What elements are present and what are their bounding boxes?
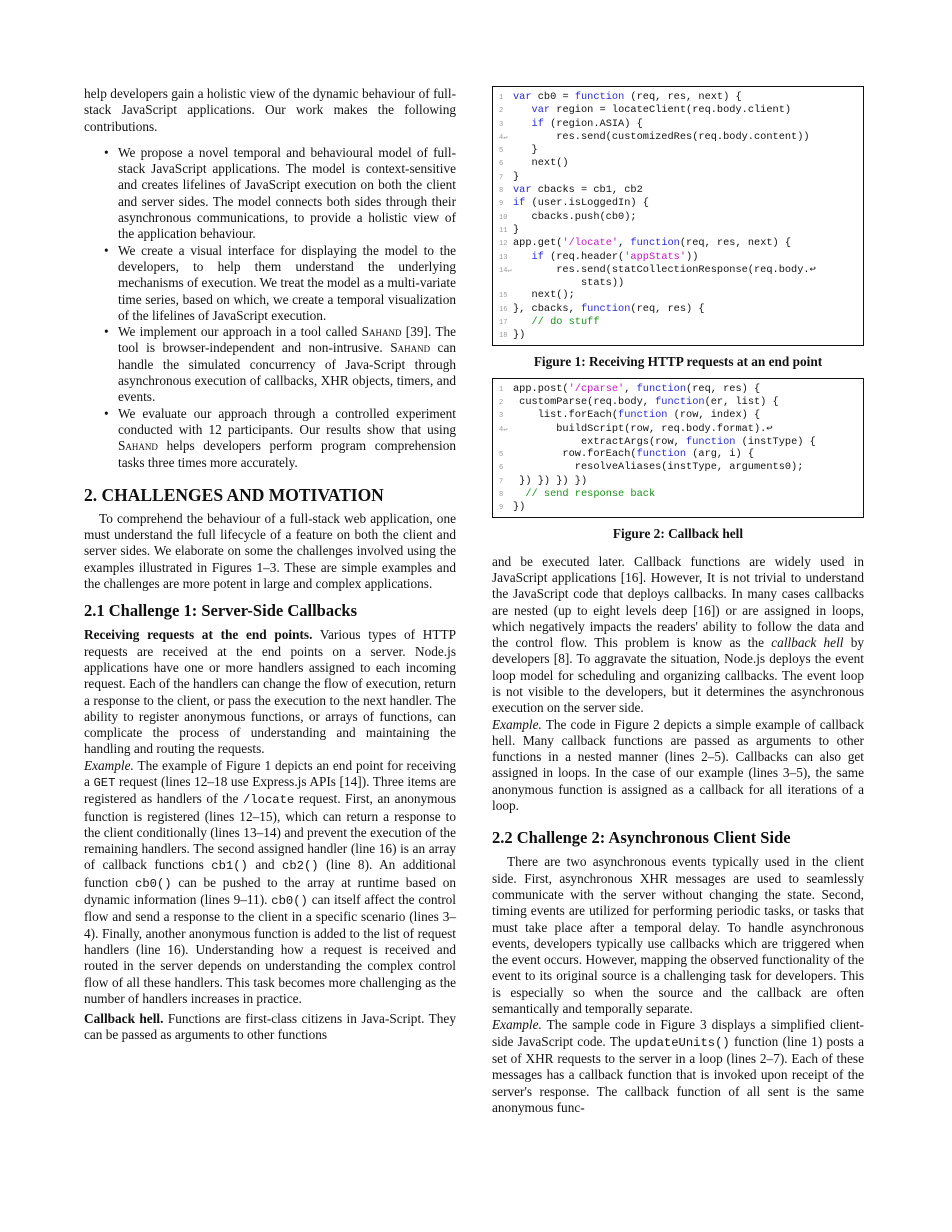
code-line: } [513,170,520,183]
line-number: 14↵ [499,266,512,275]
code-line: customParse(req.body, function(er, list) { [513,395,779,408]
tool-name: Sahand [361,324,402,340]
code-line: var cb0 = function (req, res, next) { [513,91,742,103]
code-line: next() [513,157,569,170]
line-number: 7 [499,477,504,486]
line-number: 4↵ [499,133,508,142]
code-line: }, cbacks, function(req, res) { [513,302,705,315]
code-line: res.send(customizedRes(req.body.content)) [513,130,810,143]
line-number: 3 [499,120,504,129]
line-number: 18 [499,332,508,341]
section-2-title: 2. CHALLENGES AND MOTIVATION [84,484,384,505]
line-number: 9 [499,504,504,513]
line-number: 15 [499,292,508,301]
line-number: 6 [499,160,504,169]
code-line: row.forEach(function (arg, i) { [513,448,755,461]
code-line: buildScript(row, req.body.format).↩ [513,422,773,435]
line-number: 5 [499,147,504,156]
code-line: var region = locateClient(req.body.client) [531,104,792,117]
line-number: 10 [499,213,508,222]
code-line: }) [513,501,526,514]
code-line: if (region.ASIA) { [531,117,643,130]
left-column [84,86,456,1044]
paragraph-heading: Receiving requests at the end points. [84,627,313,643]
tool-name: Sahand [390,340,431,356]
code-line: cbacks.push(cb0); [513,210,637,223]
example-3-paragraph: Example. The sample code in Figure 3 displays a simplified client-side JavaScript code. The updateUnits() function (line 1) posts a set of XHR requests to the server in a loop (lines 2–7). Each of these messages has a callback function that is invoked upon receipt of the server's response. The callback function of all sent is the same anonymous func- [492,1017,864,1115]
list-item: • We propose a novel temporal and behavioural model of full-stack JavaScript applications. The model is context-sensitive and creates lifelines of JavaScript execution on both the client and server sides. The model connects both sides through their asynchronous communications, to provide a holistic view of the application behaviour. [118,145,456,243]
line-number: 12 [499,240,508,249]
code-line: app.post('/cparse', function(req, res) { [513,382,761,395]
line-number: 1 [499,94,504,102]
line-number: 6 [499,464,504,473]
code-line: }) }) }) }) [513,474,588,487]
code-line: } [513,223,520,236]
section-2-2-paragraph: There are two asynchronous events typically used in the client side. First, asynchronous XHR messages are used to seamlessly communicate with the server without changing the state. Second, timing events are utilized for performing periodic tasks, or tasks that must take place after a temporal delay. To handle asynchronous events, developers typically use callbacks which are triggered when the event occurs. However, mapping the observed functionality of the event to its original source is a challenging task for developers. This is especially so when the source and the callback are often semantically and temporally separate. [492,854,864,1017]
line-number: 4↵ [499,425,508,434]
paragraph-heading: Callback hell. [84,1011,164,1027]
section-2-1-title: 2.1 Challenge 1: Server-Side Callbacks [84,601,357,621]
code-line: }) [513,329,526,342]
callback-paragraph: and be executed later. Callback functions are widely used in JavaScript applications [16]. However, It is not trivial to understand the JavaScript code that deploys callbacks. In many cases callbacks are nested (up to eight levels deep [16]) or are assigned in loops, which negatively impacts the readers' ability to follow the data and the control flow. This problem is know as the callback hell by developers [8]. To aggravate the situation, Node.js deploys the event loop model for scheduling and organizing callbacks. The event loop is not visible to the developers, but it determines the asynchronous execution on the server side. [492,553,865,716]
line-number: 2 [499,107,504,116]
code-listing [499,383,857,515]
line-number: 5 [499,451,504,460]
intro-paragraph: help developers gain a holistic view of the dynamic behaviour of full-stack JavaScript applications. Our work makes the following contributions. [84,86,456,134]
code-line: var cbacks = cb1, cb2 [513,184,643,197]
callback-hell-paragraph: Callback hell. Functions are first-class citizens in Java-Script. They can be passed as arguments to other functions [84,1011,456,1043]
example-label: Example. [492,716,542,732]
code-line: // send response back [525,488,656,501]
line-number: 17 [499,319,508,328]
section-2-2-title: 2.2 Challenge 2: Asynchronous Client Side [492,828,791,848]
code-line: res.send(statCollectionResponse(req.body.↩ [513,263,816,276]
code-listing [499,91,857,343]
example-2-paragraph: Example. The code in Figure 2 depicts a simple example of callback hell. Many callback functions are passed as arguments to other functions in a nested manner (lines 2–5). Callbacks can also get assigned in loops. In the case of our example (lines 3–5), the same anonymous function is assigned as a callback for all iterations of a loop. [492,716,864,814]
line-number: 1 [499,385,504,394]
code-line: extractArgs(row, function (instType) { [513,435,816,448]
code-line: next(); [513,289,575,302]
line-number: 8 [499,187,504,196]
line-number: 16 [499,305,508,314]
code-line: } [513,144,538,157]
line-number: 2 [499,398,504,407]
section-2-paragraph: To comprehend the behaviour of a full-stack web application, one must understand the full lifecycle of a feature on both the client and server sides. We elaborate on some the challenges involved using the examples illustrated in Figures 1–3. These are simple examples and the challenges are more potent in large and complex applications. [84,510,456,592]
tool-name: Sahand [118,438,158,454]
code-line: // do stuff [531,316,600,329]
list-item: • We evaluate our approach through a controlled experiment conducted with 12 participants. Our results show that using Sahand helps developers perform program comprehension tasks three times more accurately. [118,406,456,471]
code-line: if (user.isLoggedIn) { [513,197,649,210]
receiving-paragraph: Receiving requests at the end points. Various types of HTTP requests are received at the end points on a server. Node.js applications have one or more handlers assigned to each incoming request. Each of the handlers can change the flow of execution, return a response to the client, or pass the execution to the next handler. The ability to register anonymous functions, or arrays of functions, can complicate the process of understanding and maintaining the handling and routing the requests. [84,627,456,757]
right-column [492,86,864,1116]
figure-1-code [492,86,864,346]
code-line: list.forEach(function (row, index) { [513,409,761,422]
code-line: if (req.header('appStats')) [531,250,699,263]
figure-2-code [492,378,864,518]
code-line: app.get('/locate', function(req, res, next) { [513,237,792,250]
code-line: stats)) [513,277,625,290]
line-number: 11 [499,226,508,235]
list-item: • We implement our approach in a tool called Sahand [39]. The tool is browser-independent and non-intrusive. Sahand can handle the simulated concurrency of Java-Script through asynchronous execution of callbacks, XHR objects, timers, and events. [118,324,456,405]
figure-1-caption: Figure 1: Receiving HTTP requests at an end point [533,353,823,369]
line-number: 3 [499,412,504,421]
line-number: 13 [499,253,508,262]
line-number: 9 [499,200,504,209]
list-item: • We create a visual interface for displaying the model to the developers, to help them understand the underlying mechanisms of execution. We treat the model as a multi-variate time series, based on which, we create a temporal visualization of the lifelines of JavaScript execution. [118,243,456,324]
callback-hell-term: callback hell [771,635,844,651]
contributions-list [84,145,456,471]
example-1-paragraph: Example. The example of Figure 1 depicts an end point for receiving a GET request (lines 12–18 use Express.js APIs [14]). Three items are registered as handlers of the /locate request. First, an anonymous function is registered (lines 12–15), which can return a response to the client conditionally (lines 13–14) and prevent the execution of the remaining handlers. The second assigned handler (line 16) is an array of callback functions cb1() and cb2() (line 8). An additional function cb0() can be pushed to the array at runtime based on dynamic information (lines 9–11). cb0() can itself affect the control flow and send a response to the client in a specific scenario (lines 3–4). Finally, another anonymous function is added to the list of request handlers (line 16). Understanding how a request is received and routed in the server depends on understanding the complex control flow of all these handlers. This task becomes more challenging as the number of handlers increases in practice. [84,757,456,1006]
example-label: Example. [492,1017,542,1033]
example-label: Example. [84,757,134,773]
line-number: 8 [499,491,504,500]
line-number: 7 [499,173,504,182]
figure-2-caption: Figure 2: Callback hell [612,525,744,541]
code-line: resolveAliases(instType, arguments0); [513,461,804,474]
